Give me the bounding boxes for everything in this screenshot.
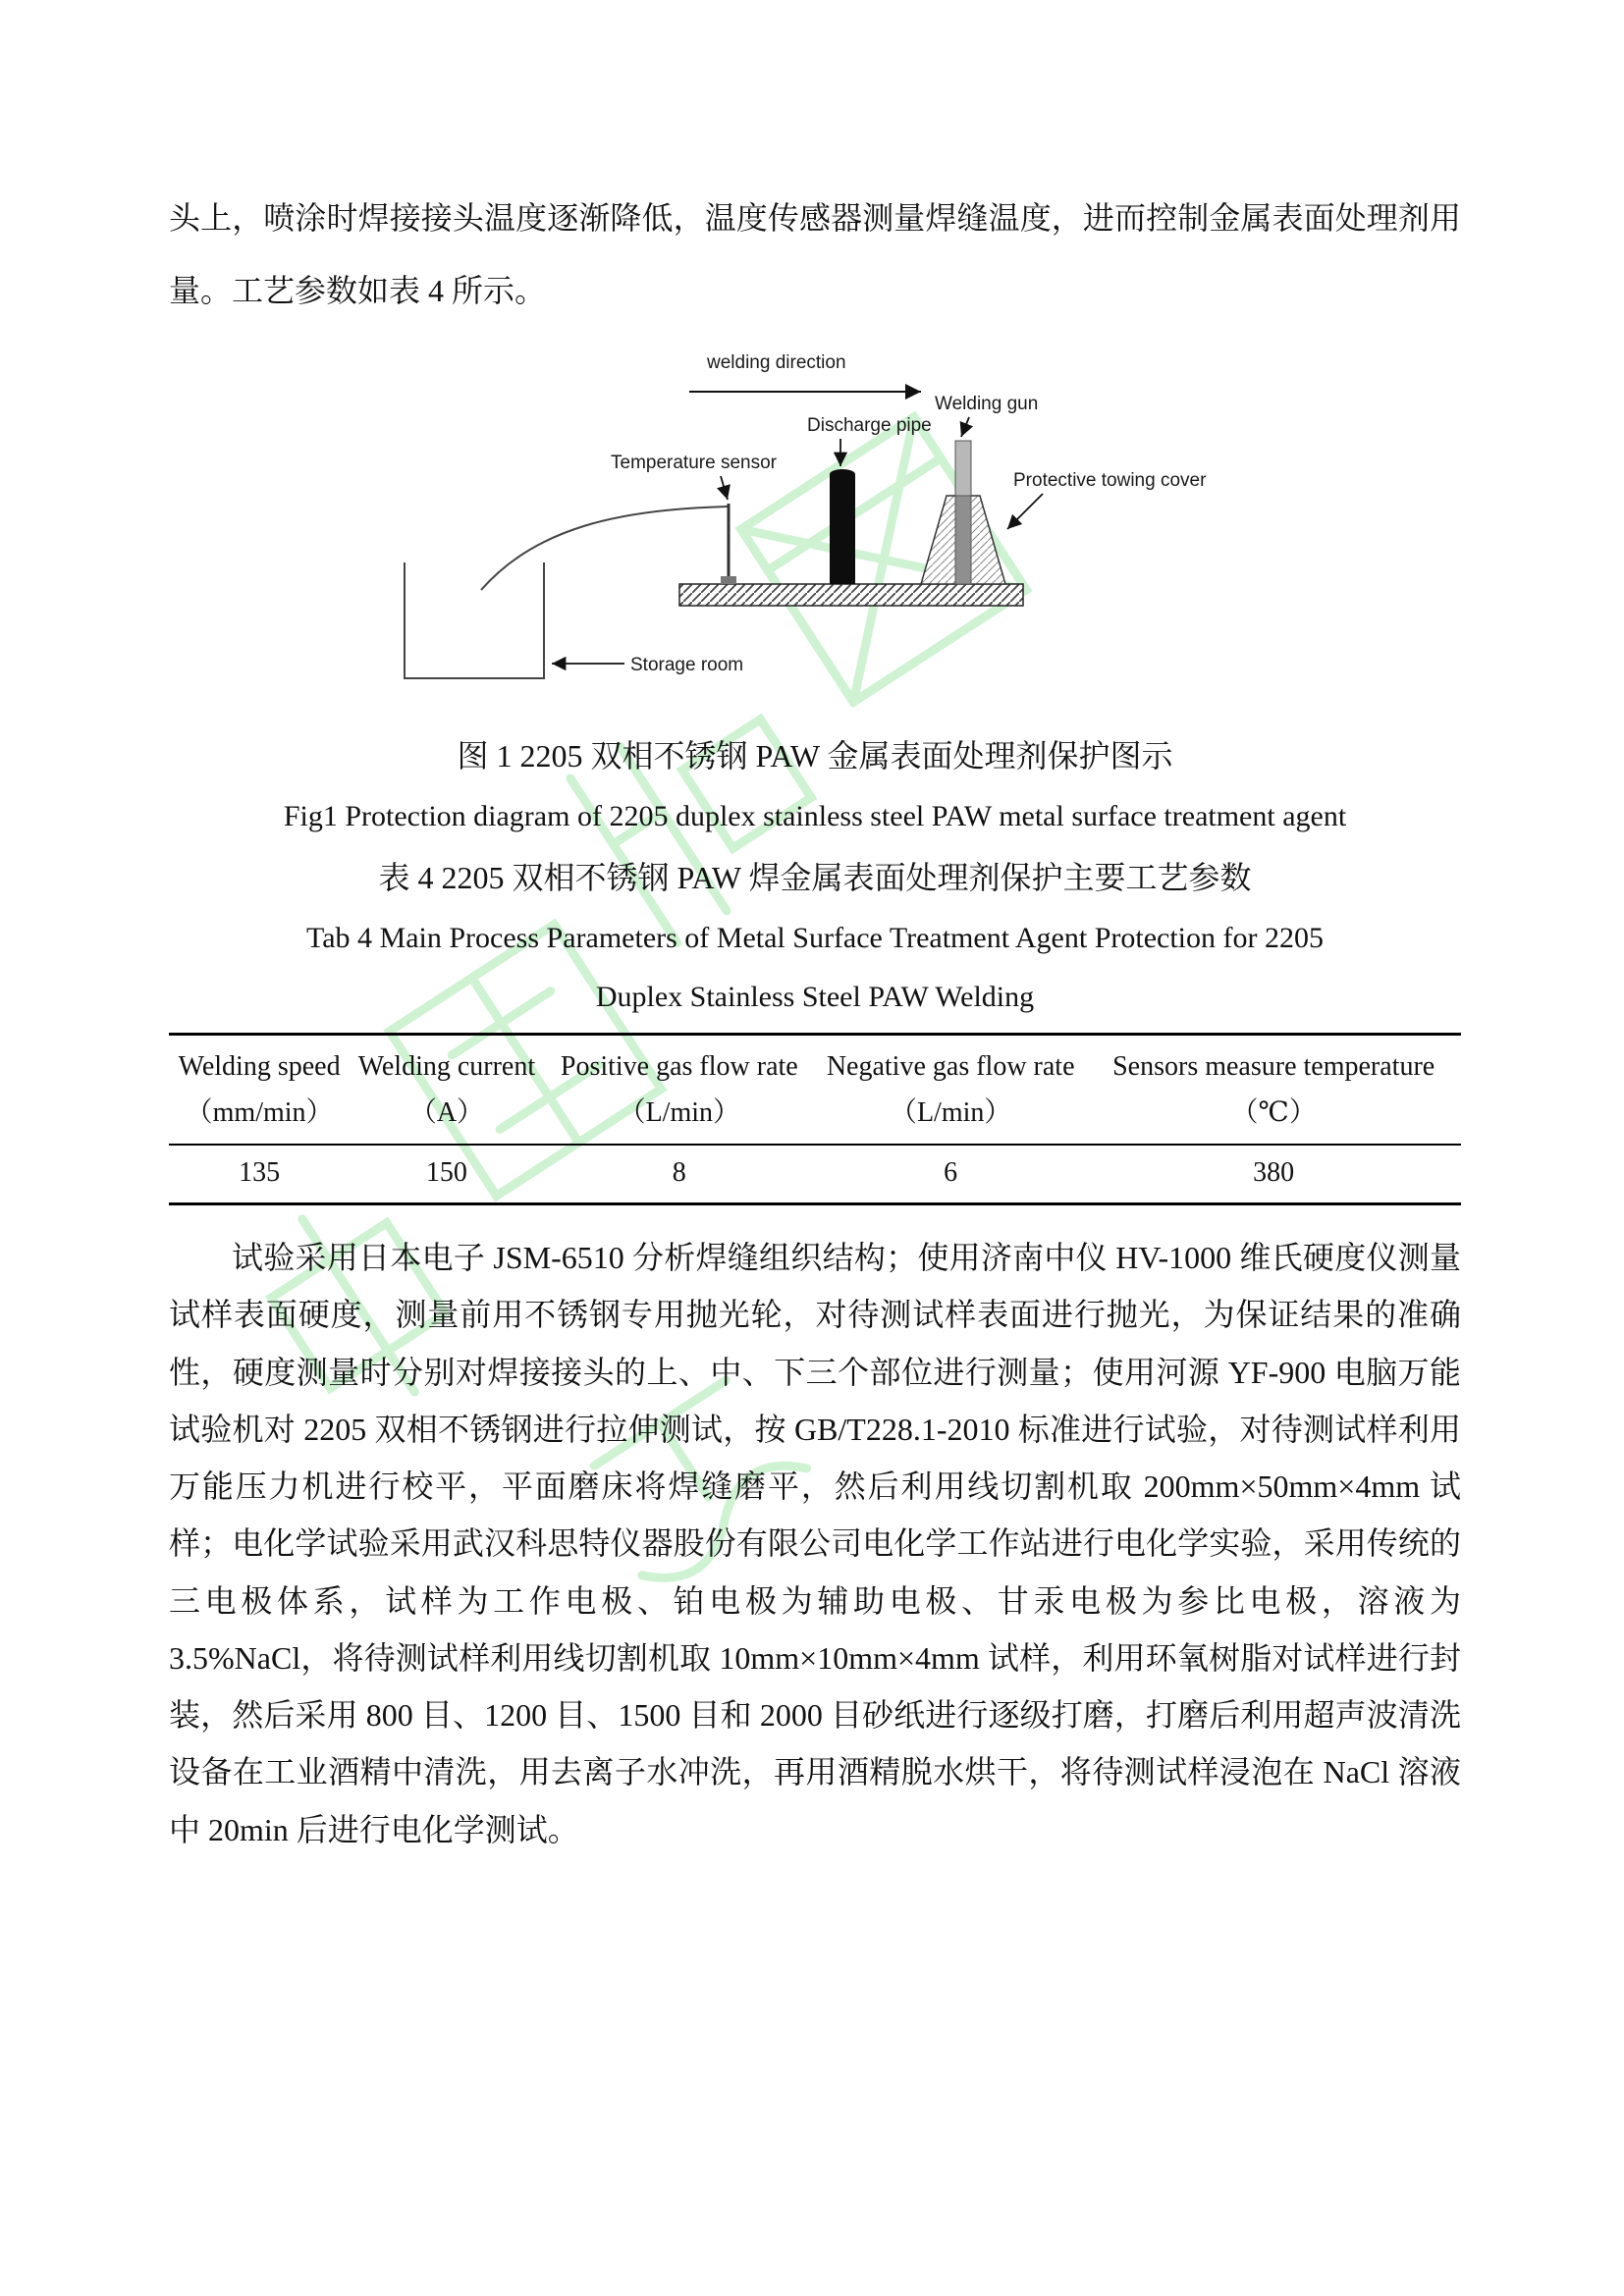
- value-negative-gas-flow: 6: [944, 1157, 958, 1189]
- value-sensor-temperature: 380: [1253, 1157, 1295, 1189]
- table-caption-en-line2: Duplex Stainless Steel PAW Welding: [595, 981, 1035, 1014]
- workpiece: [679, 584, 1023, 606]
- protective-cover-leader: [1007, 494, 1043, 529]
- welding-gun-leader: [961, 417, 969, 437]
- value-welding-speed: 135: [239, 1157, 281, 1189]
- welding-gun-upper: [955, 441, 971, 496]
- figure-caption-en: Fig1 Protection diagram of 2205 duplex stainless steel PAW metal surface treatment agent: [283, 800, 1347, 833]
- col-negative-gas-flow: Negative gas flow rate: [826, 1051, 1075, 1083]
- table-header-row: [169, 1035, 1461, 1088]
- discharge-pipe-body: [830, 474, 855, 584]
- value-positive-gas-flow: 8: [672, 1157, 686, 1189]
- table-units-row: [169, 1087, 1461, 1145]
- protective-cover-label: Protective towing cover: [1013, 470, 1207, 492]
- welding-direction-label: welding direction: [707, 352, 846, 374]
- welding-diagram: [383, 337, 1247, 720]
- unit-sensor-temperature: （℃）: [1086, 1087, 1461, 1145]
- col-sensor-temperature: Sensors measure temperature: [1112, 1051, 1435, 1083]
- col-welding-speed: Welding speed: [178, 1051, 341, 1083]
- temperature-sensor-base: [721, 576, 736, 584]
- value-welding-current: 150: [425, 1157, 467, 1189]
- storage-room-label: Storage room: [630, 655, 744, 676]
- unit-positive-gas-flow: （L/min）: [544, 1087, 815, 1145]
- storage-tank: [405, 562, 544, 678]
- table-caption-en-line1: Tab 4 Main Process Parameters of Metal Surface Treatment Agent Protection for 2205: [306, 922, 1324, 955]
- welding-gun-label: Welding gun: [935, 394, 1039, 415]
- figure-1: [169, 337, 1461, 724]
- feed-tube: [481, 507, 728, 590]
- col-welding-current: Welding current: [357, 1051, 536, 1083]
- table-values-row: [169, 1145, 1461, 1204]
- discharge-pipe-label: Discharge pipe: [807, 415, 932, 437]
- temperature-sensor-label: Temperature sensor: [611, 453, 777, 474]
- col-positive-gas-flow: Positive gas flow rate: [560, 1051, 798, 1083]
- body-paragraph: 试验采用日本电子 JSM-6510 分析焊缝组织结构；使用济南中仪 HV-1000 维氏硬度仪测量试样表面硬度，测量前用不锈钢专用抛光轮，对待测试样表面进行抛光，为保证结果的准确性，硬度测量时分别对焊接接头的上、中、下三个部位进行测量；使用河源 YF-900 电脑万能试验机对 2205 双相不锈钢进行拉伸测试，按 GB/T228.1-2010 标准进行试验，对待测试样利用万能压力机进行校平，平面磨床将焊缝磨平，然后利用线切割机取 200mm×50mm×4mm 试样；电化学试验采用武汉科思特仪器股份有限公司电化学工作站进行电化学实验，采用传统的三电极体系，试样为工作电极、铂电极为辅助电极、甘汞电极为参比电极，溶液为 3.5%NaCl，将待测试样利用线切割机取 10mm×10mm×4mm 试样，利用环氧树脂对试样进行封装，然后采用 800 目、1200 目、1500 目和 2000 目砂纸进行逐级打磨，打磨后利用超声波清洗设备在工业酒精中清洗，用去离子水冲洗，再用酒精脱水烘干，将待测试样浸泡在 NaCl 溶液中 20min 后进行电化学测试。: [169, 1240, 1461, 1847]
- table-caption-zh: 表 4 2205 双相不锈钢 PAW 焊金属表面处理剂保护主要工艺参数: [378, 860, 1252, 896]
- unit-welding-current: （A）: [350, 1087, 543, 1145]
- page-content: [169, 183, 1461, 1858]
- intro-paragraph: 头上，喷涂时焊接接头温度逐渐降低，温度传感器测量焊缝温度，进而控制金属表面处理剂用量。工艺参数如表 4 所示。: [169, 200, 1461, 308]
- unit-negative-gas-flow: （L/min）: [815, 1087, 1086, 1145]
- process-parameters-table: [169, 1033, 1461, 1205]
- figure-caption-zh: 图 1 2205 双相不锈钢 PAW 金属表面处理剂保护图示: [457, 738, 1173, 774]
- unit-welding-speed: （mm/min）: [169, 1087, 350, 1145]
- temperature-sensor-leader: [721, 476, 728, 500]
